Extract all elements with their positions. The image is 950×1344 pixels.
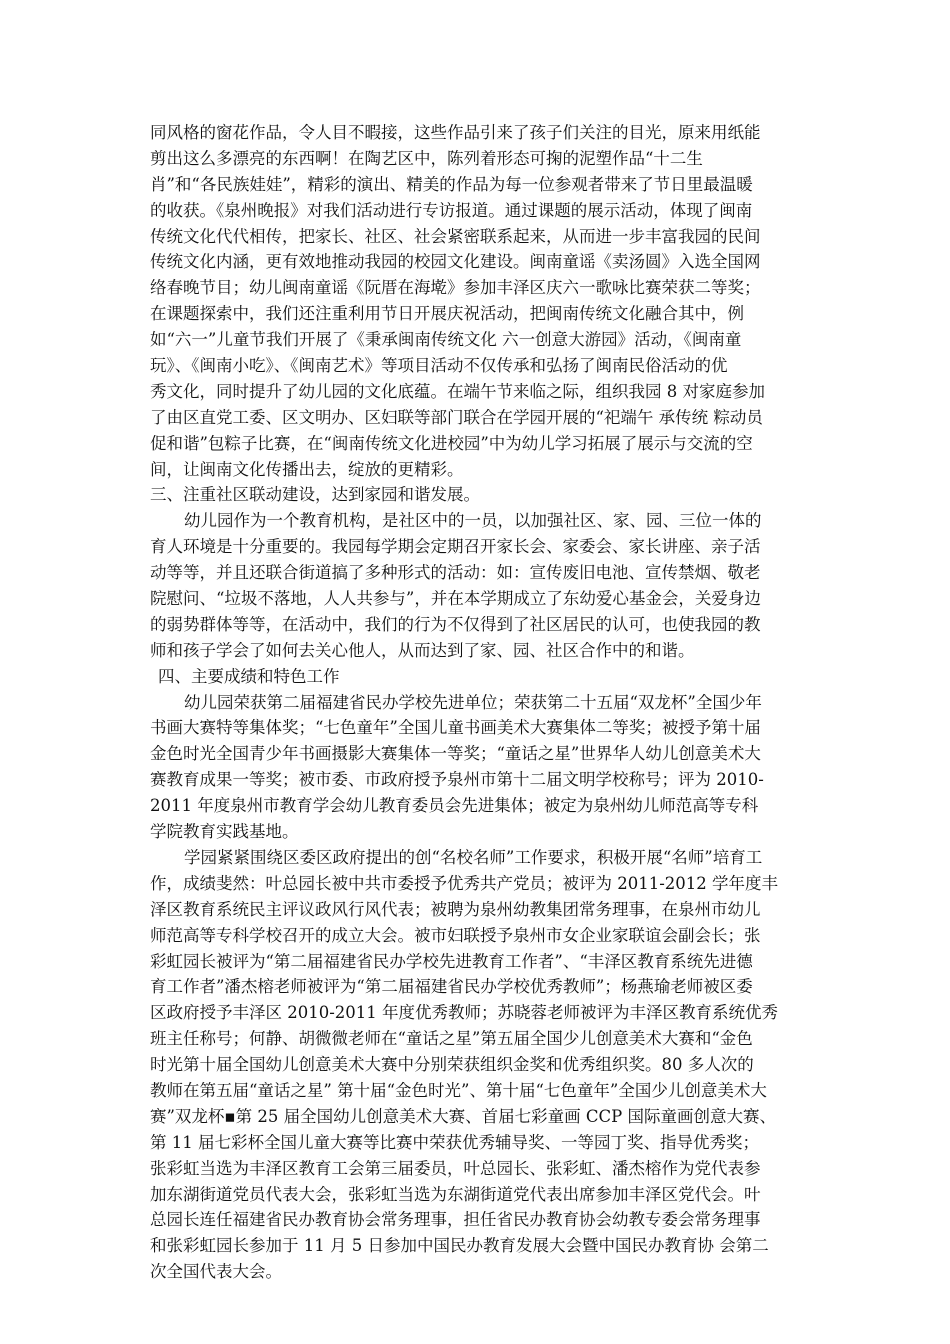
text-line: 动等等，并且还联合街道搞了多种形式的活动：如：宣传废旧电池、宣传禁烟、敬老 [150,563,761,583]
document-page [150,120,862,1285]
text-line: 的收获。《泉州晚报》对我们活动进行专访报道。通过课题的展示活动，体现了闽南 [150,200,753,220]
text-line: 师和孩子学会了如何去关心他人，从而达到了家、园、社区合作中的和谐。 [150,640,695,660]
text-line: 秀文化，同时提升了幼儿园的文化底蕴。在端午节来临之际，组织我园 8 对家庭参加 [150,381,765,401]
section-heading: 三、注重社区联动建设，达到家园和谐发展。 [150,485,480,505]
text-line: 次全国代表大会。 [150,1262,282,1282]
text-line: 教师在第五届“童话之星” 第十届“金色时光”、第十届“七色童年”全国少儿创意美术大 [150,1080,767,1100]
paragraph-first-line: 幼儿园荣获第二届福建省民办学校先进单位；荣获第二十五届“双龙杯”全国少年 [184,692,762,712]
text-line: 剪出这么多漂亮的东西啊！在陶艺区中，陈列着形态可掬的泥塑作品“十二生 [150,148,703,168]
text-line: 肖”和“各民族娃娃”，精彩的演出、精美的作品为每一位参观者带来了节日里最温暖 [150,174,753,194]
text-line: 如“六一”儿童节我们开展了《秉承闽南传统文化 六一创意大游园》活动，《闽南童 [150,330,742,350]
text-line: 2011 年度泉州市教育学会幼儿教育委员会先进集体；被定为泉州幼儿师范高等专科 [150,796,759,816]
section-heading: 四、主要成绩和特色工作 [158,666,340,686]
text-line: 在课题探索中，我们还注重利用节日开展庆祝活动，把闽南传统文化融合其中，例 [150,304,744,324]
text-line: 师范高等专科学校召开的成立大会。被市妇联授予泉州市女企业家联谊会副会长；张 [150,925,761,945]
text-line: 玩》、《闽南小吃》、《闽南艺术》等项目活动不仅传承和弘扬了闽南民俗活动的优 [150,356,728,376]
text-line: 的弱势群体等等，在活动中，我们的行为不仅得到了社区居民的认可，也使我园的教 [150,614,761,634]
text-line: 了由区直党工委、区文明办、区妇联等部门联合在学园开展的“祀端午 承传统 粽动员 [150,407,763,427]
text-line: 张彩虹当选为丰泽区教育工会第三届委员，叶总园长、张彩虹、潘杰榕作为党代表参 [150,1158,761,1178]
paragraph-first-line: 学园紧紧围绕区委区政府提出的创“名校名师”工作要求，积极开展“名师”培育工 [184,847,763,867]
text-line: 加东湖街道党员代表大会，张彩虹当选为东湖街道党代表出席参加丰泽区党代会。叶 [150,1184,761,1204]
text-line: 赛教育成果一等奖；被市委、市政府授予泉州市第十二届文明学校称号；评为 2010- [150,770,764,790]
text-line: 书画大赛特等集体奖；“七色童年”全国儿童书画美术大赛集体二等奖；被授予第十届 [150,718,761,738]
text-line: 络春晚节目；幼儿闽南童谣《阮厝在海墘》参加丰泽区庆六一歌咏比赛荣获二等奖； [150,278,761,298]
text-line: 泽区教育系统民主评议政风行风代表；被聘为泉州幼教集团常务理事，在泉州市幼儿 [150,899,761,919]
text-line: 传统文化代代相传，把家长、社区、社会紧密联系起来，从而进一步丰富我园的民间 [150,226,761,246]
text-line: 促和谐”包粽子比赛，在“闽南传统文化进校园”中为幼儿学习拓展了展示与交流的空 [150,433,753,453]
text-line: 传统文化内涵，更有效地推动我园的校园文化建设。闽南童谣《卖汤圆》入选全国网 [150,252,761,272]
text-line: 育工作者”潘杰榕老师被评为“第二届福建省民办学校优秀教师”；杨燕瑜老师被区委 [150,977,753,997]
text-line: 同风格的窗花作品，令人目不暇接，这些作品引来了孩子们关注的目光，原来用纸能 [150,123,761,142]
text-line: 和张彩虹园长参加于 11 月 5 日参加中国民办教育发展大会暨中国民办教育协 会第二 [150,1236,769,1256]
text-line: 班主任称号；何静、胡微微老师在“童话之星”第五届全国少儿创意美术大赛和“金色 [150,1029,753,1049]
text-line: 时光第十届全国幼儿创意美术大赛中分别荣获组织金奖和优秀组织奖。80 多人次的 [150,1055,754,1075]
text-line: 育人环境是十分重要的。我园每学期会定期召开家长会、家委会、家长讲座、亲子活 [150,537,761,557]
text-line: 赛”双龙杯▪第 25 届全国幼儿创意美术大赛、首届七彩童画 CCP 国际童画创意大赛、 [150,1106,776,1126]
text-line: 总园长连任福建省民办教育协会常务理事，担任省民办教育协会幼教专委会常务理事 [150,1210,761,1230]
text-line: 间，让闽南文化传播出去，绽放的更精彩。 [150,459,464,479]
text-line: 作，成绩斐然：叶总园长被中共市委授予优秀共产党员；被评为 2011-2012 学年度丰 [150,873,779,893]
text-line: 院慰问、“垃圾不落地，人人共参与”，并在本学期成立了东幼爱心基金会，关爱身边 [150,589,761,609]
text-line: 学院教育实践基地。 [150,822,299,842]
paragraph-first-line: 幼儿园作为一个教育机构，是社区中的一员，以加强社区、家、园、三位一体的 [184,511,762,531]
text-line: 金色时光全国青少年书画摄影大赛集体一等奖；“童话之星”世界华人幼儿创意美术大 [150,744,761,764]
text-line: 彩虹园长被评为“第二届福建省民办学校先进教育工作者”、“丰泽区教育系统先进德 [150,951,753,971]
text-line: 区政府授予丰泽区 2010-2011 年度优秀教师；苏晓蓉老师被评为丰泽区教育系统优秀 [150,1003,779,1023]
text-line: 第 11 届七彩杯全国儿童大赛等比赛中荣获优秀辅导奖、一等园丁奖、指导优秀奖； [150,1132,759,1152]
